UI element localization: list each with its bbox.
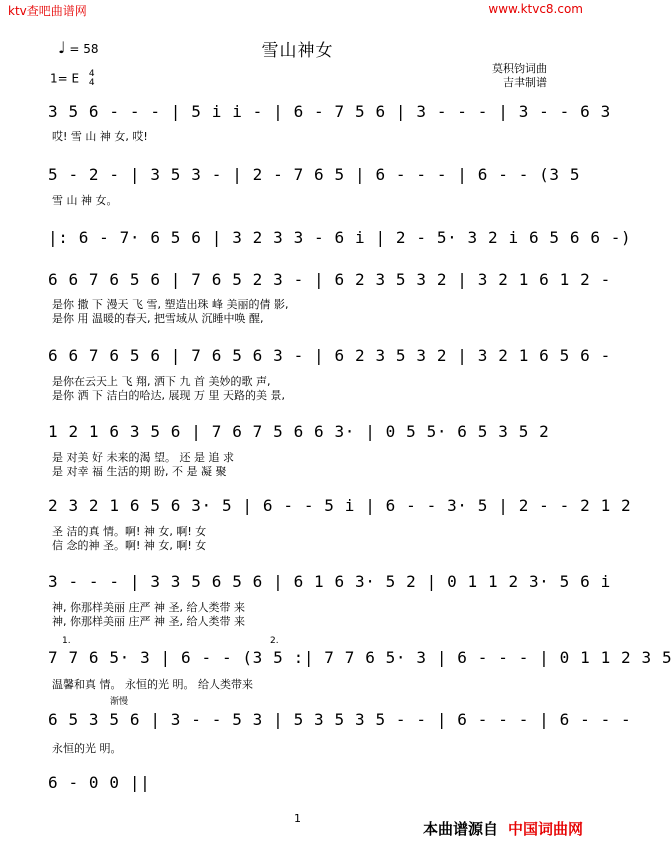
lyric-line-6b: 是 对幸 福 生活的期 盼, 不 是 凝 聚	[52, 465, 227, 478]
meter-top: 4	[88, 69, 95, 79]
first-ending-marker: 1.	[62, 636, 71, 646]
score-line-4: 6 6 7 6 5 6 | 7 6 5 2 3 - | 6 2 3 5 3 2 | 3 2 1 6 1 2 -	[48, 270, 611, 289]
footer-site: 中国词曲网	[507, 820, 583, 838]
score-line-9: 7 7 6 5· 3 | 6 - - (3 5 :| 7 7 6 5· 3 | 6 - - - | 0 1 1 2 3 5	[48, 648, 672, 667]
watermark-right: www.ktvc8.com	[488, 2, 583, 16]
key-signature	[50, 70, 95, 88]
score-line-3: |: 6 - 7· 6 5 6 | 3 2 3 3 - 6 i | 2 - 5· 3 2 i 6 5 6 6 -)	[48, 228, 632, 247]
lyric-line-8b: 神, 你那样美丽 庄严 神 圣, 给人类带 来	[52, 615, 245, 628]
lyric-line-9: 温馨和真 情。 永恒的光 明。 给人类带来	[52, 678, 253, 691]
ritardando-marking: 渐慢	[110, 697, 129, 707]
lyric-line-10: 永恒的光 明。	[52, 742, 122, 755]
lyric-line-8a: 神, 你那样美丽 庄严 神 圣, 给人类带 来	[52, 601, 245, 614]
song-title: 雪山神女	[261, 41, 334, 61]
watermark-left: ktv查吧曲谱网	[8, 4, 87, 18]
key-label: 1= E	[50, 71, 80, 86]
tempo-label: = 58	[69, 42, 99, 56]
score-line-11: 6 - 0 0 ||	[48, 773, 151, 792]
lyric-line-4a: 是你 撒 下 漫天 飞 雪, 塑造出珠 峰 美丽的倩 影,	[52, 298, 289, 311]
score-line-10: 6 5 3 5 6 | 3 - - 5 3 | 5 3 5 3 5 - - | 6 - - - | 6 - - -	[48, 710, 632, 729]
time-signature	[89, 70, 95, 88]
second-ending-marker: 2.	[270, 636, 279, 646]
lyric-line-7a: 圣 洁的真 情。啊! 神 女, 啊! 女	[52, 525, 207, 538]
score-line-2: 5 - 2 - | 3 5 3 - | 2 - 7 6 5 | 6 - - - | 6 - - (3 5	[48, 165, 581, 184]
quarter-note-icon: ♩	[58, 38, 66, 57]
score-line-8: 3 - - - | 3 3 5 6 5 6 | 6 1 6 3· 5 2 | 0 1 1 2 3· 5 6 i	[48, 572, 611, 591]
lyric-line-6a: 是 对美 好 未来的渴 望。 还 是 追 求	[52, 451, 234, 464]
score-line-7: 2 3 2 1 6 5 6 3· 5 | 6 - - 5 i | 6 - - 3· 5 | 2 - - 2 1 2	[48, 496, 632, 515]
credits	[492, 62, 547, 90]
lyricist: 莫积钧词曲	[492, 62, 547, 75]
lyric-line-7b: 信 念的神 圣。啊! 神 女, 啊! 女	[52, 539, 207, 552]
lyric-line-1: 哎! 雪 山 神 女, 哎!	[52, 130, 148, 143]
lyric-line-4b: 是你 用 温暖的春天, 把雪域从 沉睡中唤 醒,	[52, 312, 264, 325]
score-line-6: 1 2 1 6 3 5 6 | 7 6 7 5 6 6 3· | 0 5 5· 6 5 3 5 2	[48, 422, 550, 441]
meter-bottom: 4	[88, 78, 95, 88]
page-number: 1	[294, 812, 301, 825]
lyric-line-5a: 是你在云天上 飞 翔, 洒下 九 首 美妙的歌 声,	[52, 375, 271, 388]
lyric-line-2: 雪 山 神 女。	[52, 194, 118, 207]
lyric-line-5b: 是你 洒 下 洁白的哈达, 展现 万 里 天路的美 景,	[52, 389, 285, 402]
arranger: 吉聿制谱	[503, 76, 547, 89]
footer-source-label: 本曲谱源自	[422, 820, 498, 838]
score-line-5: 6 6 7 6 5 6 | 7 6 5 6 3 - | 6 2 3 5 3 2 | 3 2 1 6 5 6 -	[48, 346, 611, 365]
score-line-1: 3 5 6 - - - | 5 i i - | 6 - 7 5 6 | 3 - - - | 3 - - 6 3	[48, 102, 611, 121]
footer	[423, 818, 583, 839]
